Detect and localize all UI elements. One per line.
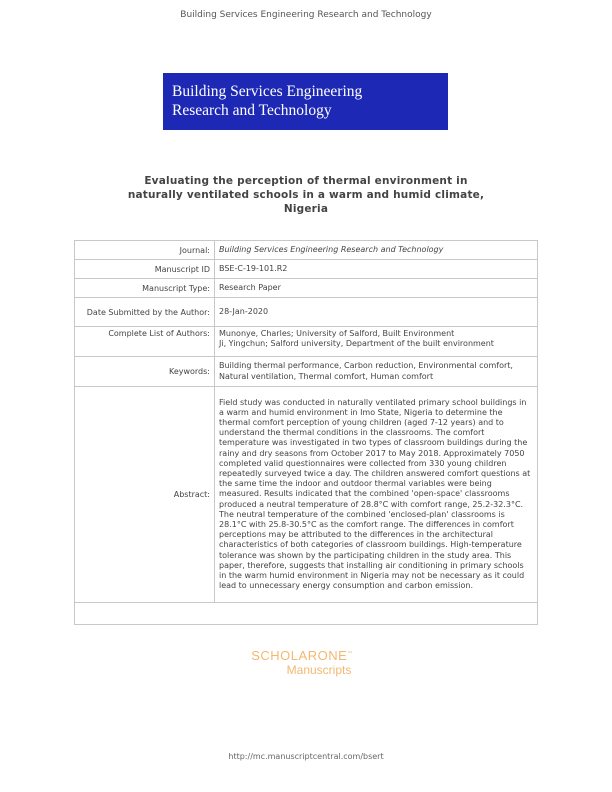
scholarone-logo-subtext: Manuscripts [286, 663, 352, 677]
table-row-abstract [75, 387, 538, 603]
author-2: Ji, Yingchun; Salford university, Department of the built environment [219, 339, 494, 349]
authors-label: Complete List of Authors: [75, 327, 215, 357]
date-submitted-value: 28-Jan-2020 [215, 298, 538, 327]
journal-banner [163, 73, 448, 130]
table-row-keywords [75, 357, 538, 387]
table-row-journal [75, 241, 538, 260]
footer-url: http://mc.manuscriptcentral.com/bsert [228, 752, 384, 761]
article-title-line-2: naturally ventilated schools in a warm and humid climate, [127, 189, 485, 201]
authors-value [215, 327, 538, 357]
scholarone-logo-wordmark [0, 648, 612, 663]
manuscript-id-value: BSE-C-19-101.R2 [215, 260, 538, 279]
manuscript-id-label: Manuscript ID [75, 260, 215, 279]
manuscript-metadata-table [74, 240, 538, 625]
date-submitted-label: Date Submitted by the Author: [75, 298, 215, 327]
article-title-line-1: Evaluating the perception of thermal environment in [144, 175, 468, 187]
running-head: Building Services Engineering Research and Technology [180, 10, 432, 20]
journal-banner-line-2: Research and Technology [172, 102, 332, 119]
journal-banner-line-1: Building Services Engineering [172, 83, 363, 100]
empty-cell [75, 603, 538, 625]
scholarone-logo-text: SCHOLARONE [251, 648, 348, 663]
trademark-symbol: ™ [347, 650, 353, 657]
abstract-text: Field study was conducted in naturally ventilated primary school buildings in a warm and humid environment in Imo State, Nigeria to determine the thermal comfort perception of young children (aged 7-12 years) and to understand the thermal conditions in the classrooms. The comfort temperature was investigated in two types of classroom buildings during the rainy and dry seasons from October 2017 to May 2018. Approximately 7050 completed valid questionnaires were collected from 330 young children repeatedly surveyed twice a day. The children answered comfort questions at the same time the indoor and outdoor thermal variables were being measured. Results indicated that the combined 'open-space' classrooms produced a neutral temperature of 28.8°C with comfort range, 25.2-32.3°C. The neutral temperature of the combined 'enclosed-plan' classrooms is 28.1°C with 25.8-30.5°C as the comfort range. The differences in comfort perceptions may be attributed to the differences in the architectural characteristics of both categories of classroom buildings. High-temperature tolerance was shown by the participating children in the study area. This paper, therefore, suggests that installing air conditioning in primary schools in the warm humid environment in Nigeria may not be necessary as it could lead to unnecessary energy consumption and carbon emission. [215, 387, 538, 603]
table-row-empty [75, 603, 538, 625]
keywords-label: Keywords: [75, 357, 215, 387]
table-row-manuscript-id [75, 260, 538, 279]
scholarone-logo [0, 648, 612, 677]
manuscript-type-label: Manuscript Type: [75, 279, 215, 298]
table-row-authors [75, 327, 538, 357]
table-row-date-submitted [75, 298, 538, 327]
table-row-manuscript-type [75, 279, 538, 298]
keywords-value [215, 357, 538, 387]
keywords-line-1: Building thermal performance, Carbon reduction, Environmental comfort, [219, 361, 513, 371]
abstract-label: Abstract: [75, 387, 215, 603]
manuscript-type-value: Research Paper [215, 279, 538, 298]
journal-value: Building Services Engineering Research and Technology [215, 241, 538, 260]
article-title [90, 174, 522, 216]
author-1: Munonye, Charles; University of Salford, Built Environment [219, 329, 455, 338]
article-title-line-3: Nigeria [283, 203, 329, 215]
journal-label: Journal: [75, 241, 215, 260]
keywords-line-2: Natural ventilation, Thermal comfort, Human comfort [219, 371, 434, 381]
